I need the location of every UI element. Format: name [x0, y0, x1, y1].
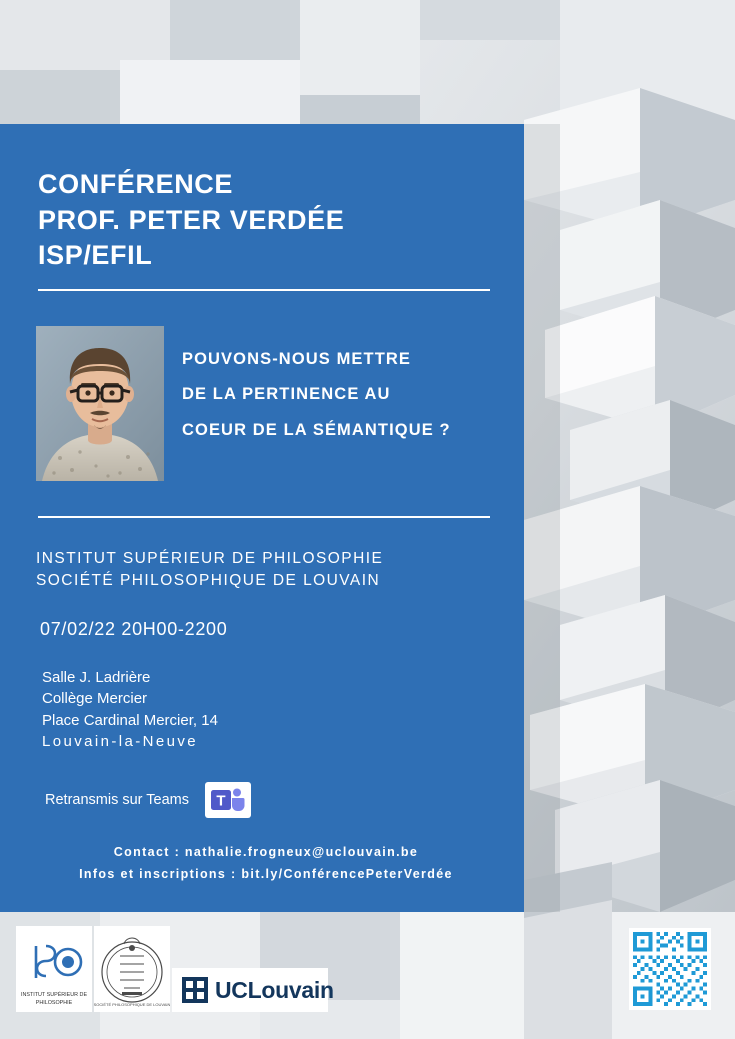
- uclouvain-mark-icon: [182, 977, 208, 1003]
- contact-block: [36, 842, 496, 886]
- poster-title: [38, 167, 490, 274]
- registration-link-line[interactable]: Infos et inscriptions : bit.ly/ConférencePeterVerdée: [79, 866, 453, 881]
- divider-top: [38, 289, 490, 291]
- question-line-1: POUVONS-NOUS METTRE: [182, 350, 411, 368]
- event-datetime: 07/02/22 20H00-2200: [40, 619, 228, 639]
- svg-text:T: T: [216, 792, 226, 810]
- title-line-2: PROF. PETER VERDÉE: [38, 204, 345, 235]
- organisers: [36, 548, 506, 593]
- organiser-line-1: INSTITUT SUPÉRIEUR DE PHILOSOPHIE: [36, 550, 384, 567]
- uclouvain-wordmark: UCLouvain: [215, 976, 334, 1003]
- conference-question: [182, 342, 512, 448]
- venue-line-3: Place Cardinal Mercier, 14: [42, 711, 218, 729]
- qr-code[interactable]: [629, 928, 711, 1010]
- venue-line-2: Collège Mercier: [42, 690, 148, 708]
- broadcast-label: Retransmis sur Teams: [45, 792, 189, 808]
- event-venue: [42, 667, 442, 752]
- venue-line-4: Louvain-la-Neuve: [42, 732, 198, 750]
- isp-logo: [16, 926, 92, 1012]
- divider-middle: [38, 516, 490, 518]
- venue-line-1: Salle J. Ladrière: [42, 669, 151, 686]
- societe-philosophique-de-louvain-logo: [94, 926, 170, 1012]
- svg-text:PHILOSOPHIE: PHILOSOPHIE: [35, 1000, 73, 1006]
- question-line-3: COEUR DE LA SÉMANTIQUE ?: [182, 420, 451, 439]
- question-line-2: DE LA PERTINENCE AU: [182, 385, 391, 404]
- broadcast-row: [45, 782, 251, 818]
- blue-content-panel: [0, 124, 524, 912]
- uclouvain-logo: [172, 968, 334, 1012]
- portrait-peter-verdee: [36, 326, 164, 481]
- title-line-1: CONFÉRENCE: [38, 169, 234, 199]
- contact-email-line: Contact : nathalie.frogneux@uclouvain.be: [113, 845, 419, 859]
- svg-text:INSTITUT SUPÉRIEUR DE: INSTITUT SUPÉRIEUR DE: [20, 992, 88, 998]
- microsoft-teams-icon[interactable]: [205, 782, 251, 818]
- svg-text:SOCIÉTÉ PHILOSOPHIQUE DE LOUVA: SOCIÉTÉ PHILOSOPHIQUE DE LOUVAIN: [94, 1002, 170, 1007]
- title-line-3: ISP/EFIL: [38, 240, 153, 271]
- organiser-line-2: SOCIÉTÉ PHILOSOPHIQUE DE LOUVAIN: [36, 572, 381, 590]
